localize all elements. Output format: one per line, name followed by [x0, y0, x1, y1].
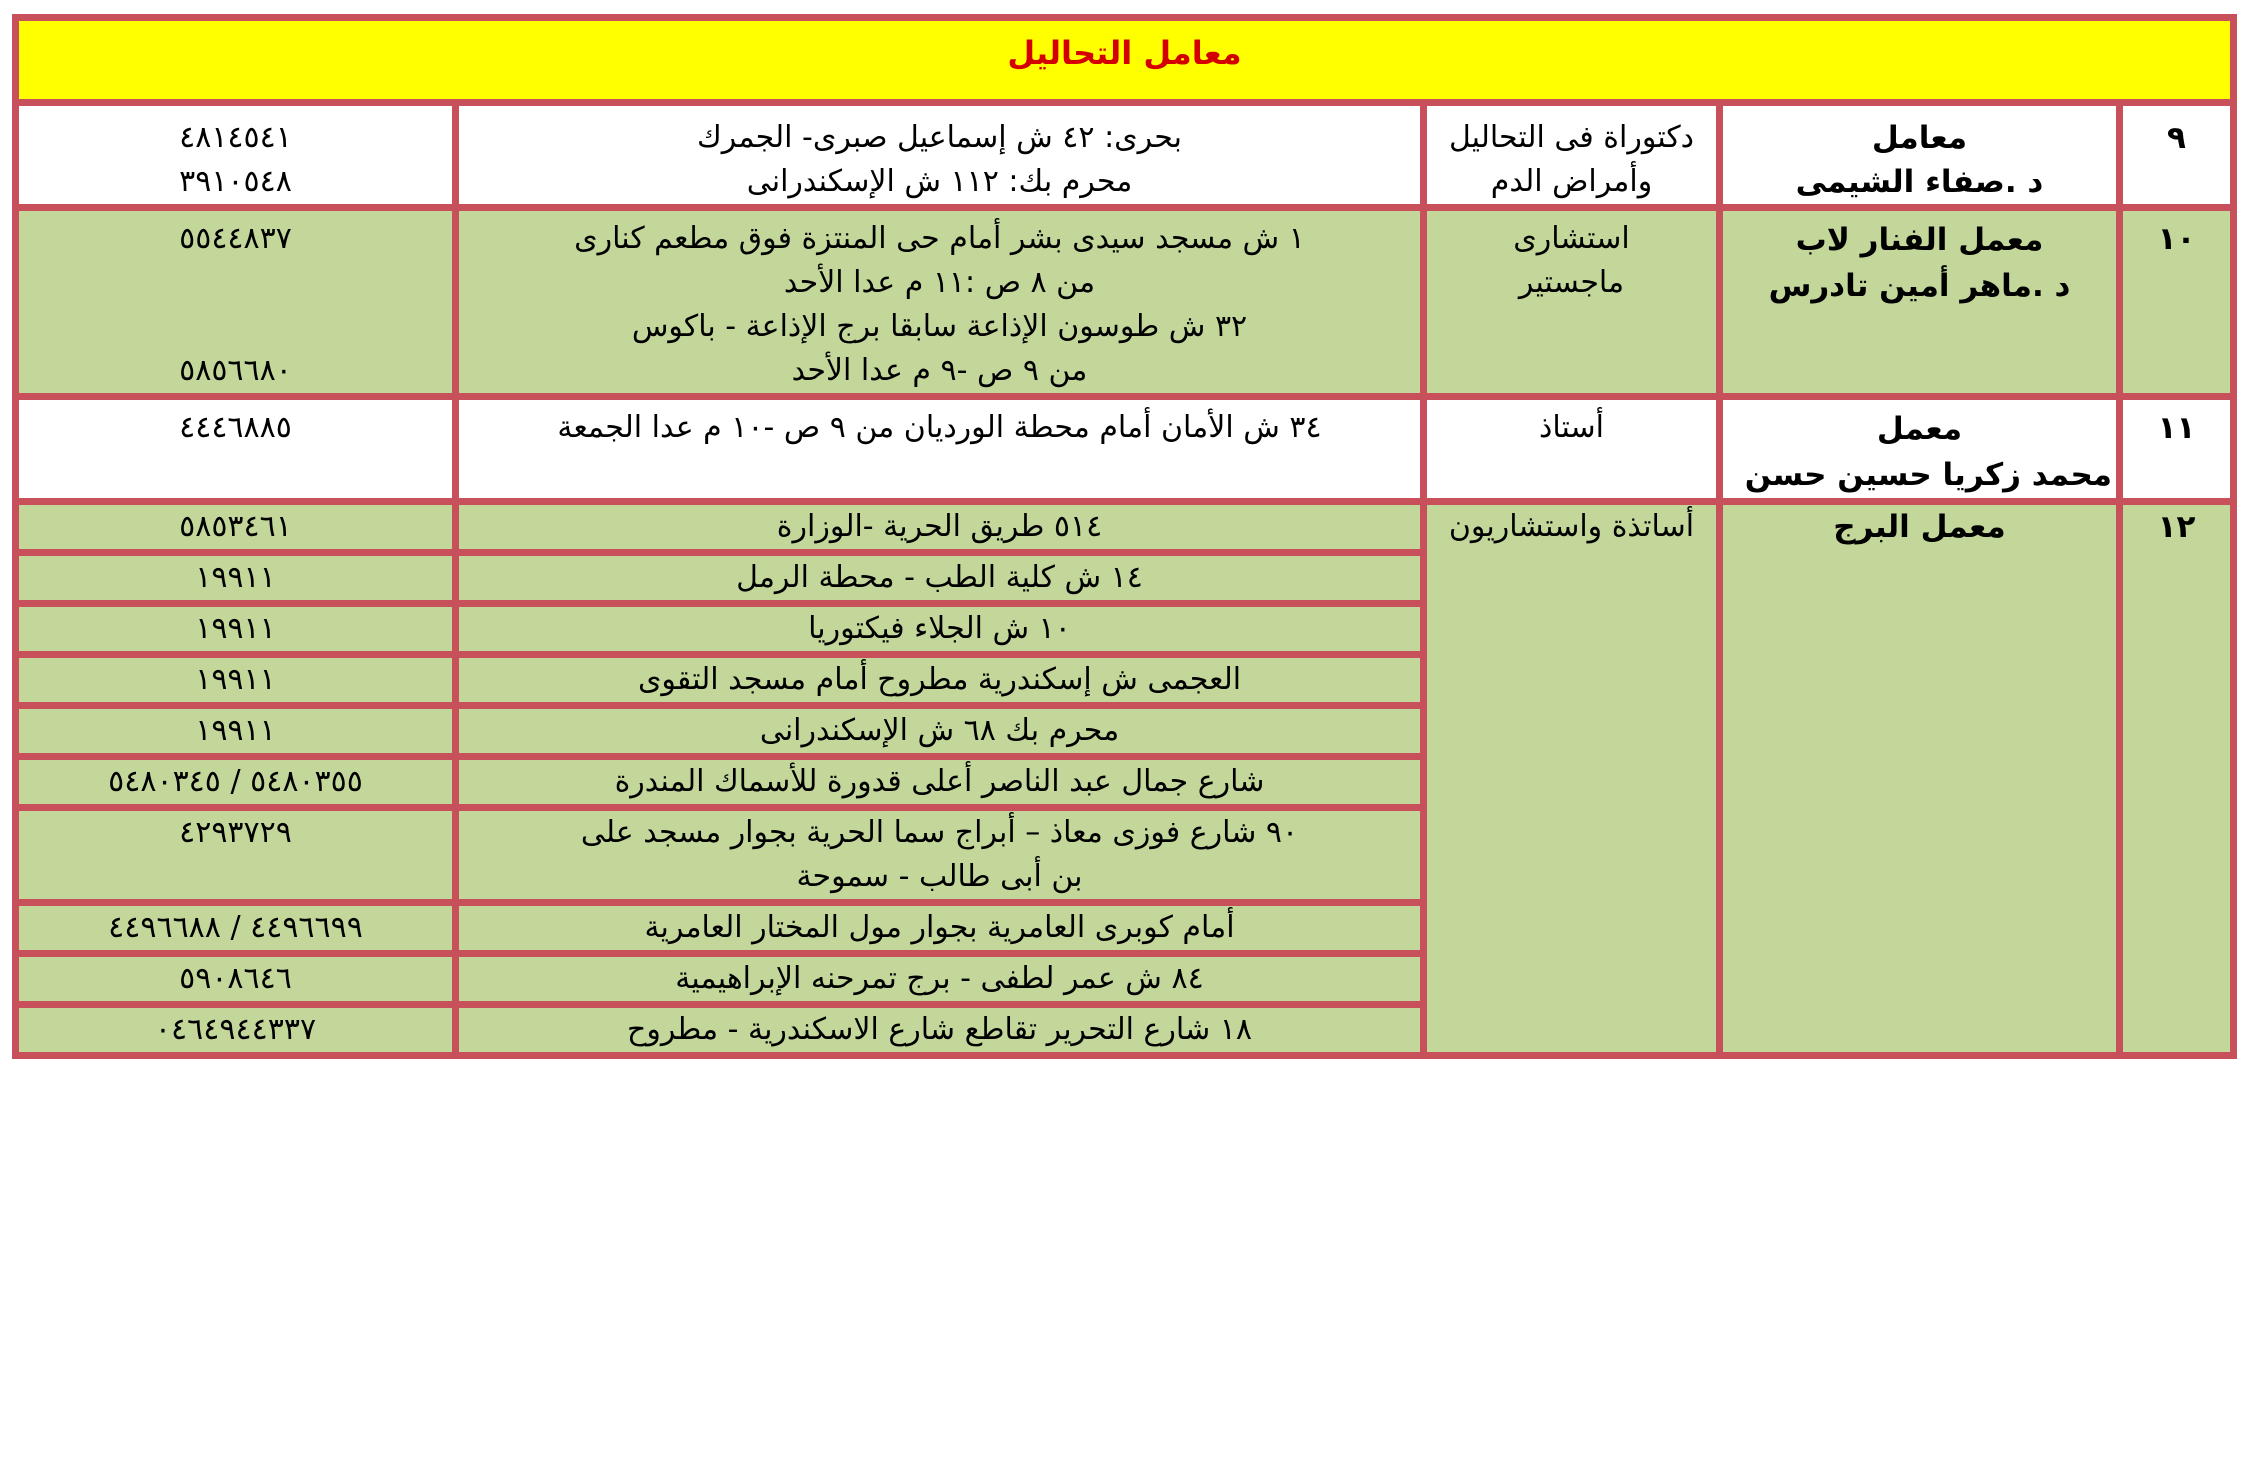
branch-address: ١٠ ش الجلاء فيكتوريا	[456, 604, 1424, 655]
lab-name-cell	[1720, 397, 2120, 502]
page-title: معامل التحاليل	[1007, 34, 1242, 72]
labs-table	[12, 14, 2237, 1059]
phone-number: ٣٩١٠٥٤٨	[179, 164, 292, 199]
address-cell	[456, 103, 1424, 208]
lab-name: معمل	[1876, 411, 1963, 447]
degree-cell	[1424, 103, 1720, 208]
phone-cell	[16, 103, 456, 208]
doctor-name: د .ماهر أمين تادرس	[1768, 268, 2071, 304]
branch-address: محرم بك ٦٨ ش الإسكندرانى	[456, 706, 1424, 757]
degree-line: ماجستير	[1518, 265, 1625, 300]
branch-phone: ١٩٩١١	[16, 706, 456, 757]
branch-phone: ٥٨٥٣٤٦١	[16, 502, 456, 553]
table-row-12	[16, 502, 2234, 553]
branch-address: ٩٠ شارع فوزى معاذ – أبراج سما الحرية بجوار مسجد على	[580, 815, 1299, 850]
branch-address-cell	[456, 808, 1424, 903]
branch-phone: ٤٤٩٦٦٩٩ / ٤٤٩٦٦٨٨	[16, 903, 456, 954]
row-number: ١٢	[2120, 502, 2234, 1056]
address-line: ٣٤ ش الأمان أمام محطة الورديان من ٩ ص -١٠ م عدا الجمعة	[557, 410, 1322, 445]
branch-address: أمام كوبرى العامرية بجوار مول المختار العامرية	[456, 903, 1424, 954]
lab-name: معمل البرج	[1833, 509, 2006, 545]
branch-phone: ٥٤٨٠٣٥٥ / ٥٤٨٠٣٤٥	[16, 757, 456, 808]
branch-address: ٥١٤ طريق الحرية -الوزارة	[456, 502, 1424, 553]
table-row-11	[16, 397, 2234, 502]
phone-number: ٥٨٥٦٦٨٠	[179, 353, 292, 388]
degree-line: دكتوراة فى التحاليل	[1448, 120, 1695, 155]
phone-cell	[16, 208, 456, 397]
branch-phone: ٤٢٩٣٧٢٩	[16, 808, 456, 903]
degree-cell	[1424, 397, 1720, 502]
row-number: ٩	[2120, 103, 2234, 208]
lab-name-cell	[1720, 502, 2120, 1056]
address-line: من ٨ ص :١١ م عدا الأحد	[783, 265, 1096, 300]
address-line: ١ ش مسجد سيدى بشر أمام حى المنتزة فوق مطعم كنارى	[574, 221, 1305, 256]
title-cell	[16, 18, 2234, 103]
lab-name-cell	[1720, 103, 2120, 208]
address-cell	[456, 208, 1424, 397]
table-row-10	[16, 208, 2234, 397]
degree-line: أستاذ	[1538, 410, 1605, 445]
degree-line: أساتذة واستشاريون	[1448, 509, 1695, 544]
address-line: بحرى: ٤٢ ش إسماعيل صبرى- الجمرك	[697, 120, 1182, 155]
branch-phone: ١٩٩١١	[16, 604, 456, 655]
degree-cell	[1424, 502, 1720, 1056]
branch-address: العجمى ش إسكندرية مطروح أمام مسجد التقوى	[456, 655, 1424, 706]
phone-number: ٥٥٤٤٨٣٧	[179, 221, 292, 256]
address-line: من ٩ ص -٩ م عدا الأحد	[791, 353, 1088, 388]
degree-line: استشارى	[1513, 221, 1630, 256]
branch-phone: ١٩٩١١	[16, 655, 456, 706]
doctor-name: د .صفاء الشيمى	[1795, 164, 2044, 200]
document-page	[12, 14, 2230, 1446]
branch-phone: ٥٩٠٨٦٤٦	[16, 954, 456, 1005]
degree-line: وأمراض الدم	[1490, 164, 1653, 199]
branch-address: بن أبى طالب - سموحة	[796, 859, 1083, 894]
title-row	[16, 18, 2234, 103]
lab-name: معامل	[1871, 120, 1968, 156]
doctor-name: محمد زكريا حسين حسن	[1744, 457, 2112, 493]
branch-address: ١٨ شارع التحرير تقاطع شارع الاسكندرية - مطروح	[456, 1005, 1424, 1056]
row-number: ١٠	[2120, 208, 2234, 397]
branch-address: شارع جمال عبد الناصر أعلى قدورة للأسماك المندرة	[456, 757, 1424, 808]
degree-cell	[1424, 208, 1720, 397]
phone-number: ٤٤٤٦٨٨٥	[179, 410, 292, 445]
address-line: محرم بك: ١١٢ ش الإسكندرانى	[746, 164, 1133, 199]
branch-phone: ١٩٩١١	[16, 553, 456, 604]
branch-address: ٨٤ ش عمر لطفى - برج تمرحنه الإبراهيمية	[456, 954, 1424, 1005]
branch-phone: ٠٤٦٤٩٤٤٣٣٧	[16, 1005, 456, 1056]
address-line: ٣٢ ش طوسون الإذاعة سابقا برج الإذاعة - باكوس	[631, 309, 1248, 344]
lab-name-cell	[1720, 208, 2120, 397]
address-cell	[456, 397, 1424, 502]
row-number: ١١	[2120, 397, 2234, 502]
branch-address: ١٤ ش كلية الطب - محطة الرمل	[456, 553, 1424, 604]
phone-number: ٤٨١٤٥٤١	[179, 120, 292, 155]
table-row-9	[16, 103, 2234, 208]
lab-name: معمل الفنار لاب	[1795, 222, 2044, 258]
phone-cell	[16, 397, 456, 502]
